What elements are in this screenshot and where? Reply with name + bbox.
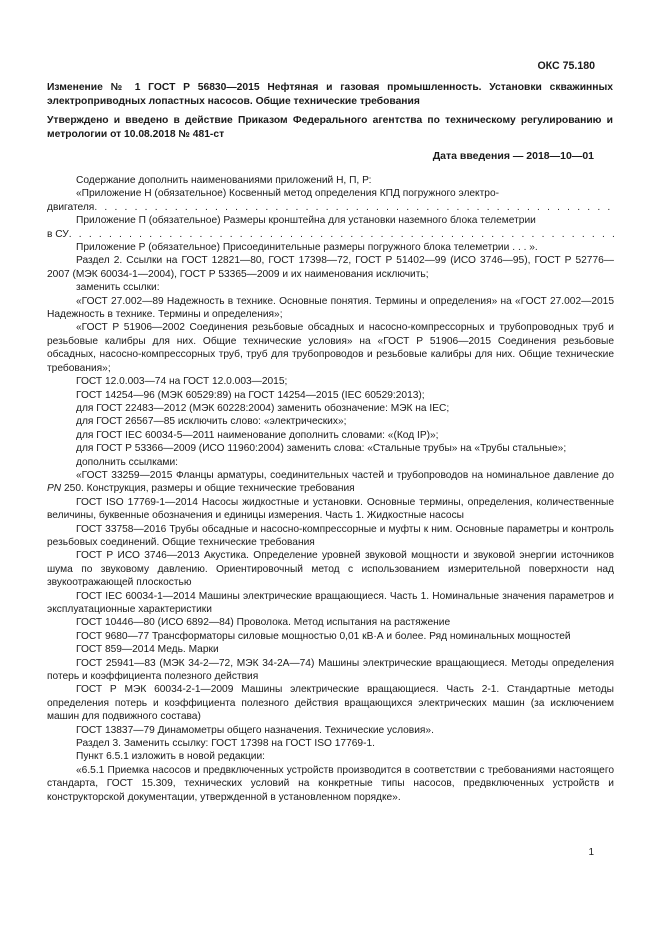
toc-entry-text: Приложение Р (обязательное) Присоединительные размеры погружного блока телеметрии [76,242,510,254]
paragraph: ГОСТ IEC 60034-1—2014 Машины электрические вращающиеся. Часть 1. Номинальные значения параметров и эксплуатационные характеристики [47,590,614,615]
effective-date: Дата введения — 2018—10—01 [432,150,594,162]
paragraph: Содержание дополнить наименованиями приложений Н, П, Р: [76,175,372,186]
paragraph: Пункт 6.5.1 изложить в новой редакции: [76,751,266,763]
paragraph: дополнить ссылками: [76,456,178,468]
paragraph: Раздел 3. Заменить ссылку: ГОСТ 17398 на ГОСТ ISO 17769-1. [76,738,375,750]
paragraph: Приложение П (обязательное) Размеры кронштейна для установки наземного блока телеметрии [76,215,536,227]
toc-leader-dots [94,201,614,214]
text-run: 250. Конструкция, размеры и общие технические требования [61,483,355,495]
paragraph: заменить ссылки: [76,282,160,294]
paragraph [47,469,614,496]
paragraph: «Приложение Н (обязательное) Косвенный метод определения КПД погружного электро- [76,188,500,200]
paragraph: ГОСТ 25941—83 (МЭК 34-2—72, МЭК 34-2А—74) Машины электрические вращающиеся. Методы определения потерь и коэффициента полезного действия [47,657,614,683]
paragraph: для ГОСТ 22483—2012 (МЭК 60228:2004) заменить обозначение: МЭК на IEC; [76,402,450,414]
paragraph: Раздел 2. Ссылки на ГОСТ 12821—80, ГОСТ 17398—72, ГОСТ Р 51402—99 (ИСО 3746—95), ГОСТ Р 52776—2007 (МЭК 60034-1—2004), ГОСТ Р 53365—2009 и их наименования исключить; [47,255,614,280]
toc-leader-dots [69,228,614,241]
page-number: 1 [588,847,594,858]
document-body [47,174,614,804]
paragraph: ГОСТ 14254—96 (МЭК 60529:89) на ГОСТ 14254—2015 (IEC 60529:2013); [76,389,425,401]
pn-symbol: PN [47,483,62,495]
toc-entry [47,241,614,254]
paragraph: для ГОСТ Р 53366—2009 (ИСО 11960:2004) заменить слова: «Стальные трубы» на «Трубы стальные»; [76,443,567,455]
toc-entry-text: в СУ [47,228,69,240]
paragraph: «ГОСТ Р 51906—2002 Соединения резьбовые обсадных и насосно-компрессорных и трубопроводных труб и резьбовые калибры для них. Общие технические условия» на «ГОСТ Р 51906—2015 Соединения резьбовые обсадных, насосно-компрессорных труб, труб для трубопроводов и резьбовые калибры для них. Общие технические требования»; [47,322,614,374]
approval-statement: Утверждено и введено в действие Приказом Федерального агентства по техническому регулированию и метрологии от 10.08.2018 № 481-ст [47,115,613,140]
paragraph: «ГОСТ 27.002—89 Надежность в технике. Основные понятия. Термины и определения» на «ГОСТ 27.002—2015 Надежность в технике. Термины и определения»; [47,295,614,321]
paragraph: для ГОСТ 26567—85 исключить слово: «электрических»; [76,416,347,428]
toc-entry-text: двигателя [47,201,95,213]
paragraph: ГОСТ 859—2014 Медь. Марки [76,644,219,656]
paragraph: ГОСТ Р МЭК 60034-2-1—2009 Машины электрические вращающиеся. Часть 2-1. Стандартные методы определения потерь и коэффициента полезного действия вращающихся электрических машин (за исключением машин для подвижного состава) [47,684,614,723]
paragraph: ГОСТ 12.0.003—74 на ГОСТ 12.0.003—2015; [76,376,288,388]
paragraph: ГОСТ 13837—79 Динамометры общего назначения. Технические условия». [76,724,434,736]
oks-code: ОКС 75.180 [537,60,595,72]
paragraph: ГОСТ 10446—80 (ИСО 6892—84) Проволока. Метод испытания на растяжение [76,617,451,629]
toc-entry-end: . . . ». [512,242,538,254]
paragraph: ГОСТ 9680—77 Трансформаторы силовые мощностью 0,01 кВ·А и более. Ряд номинальных мощностей [76,630,571,642]
paragraph: «6.5.1 Приемка насосов и предвключенных устройств производится в соответствии с требованиями настоящего стандарта, ГОСТ 15.309, технических условий на конкретные типы насосов, предвключенных устройств и конструкторской документации, утвержденной в установленном порядке». [47,764,614,803]
paragraph: ГОСТ ISO 17769-1—2014 Насосы жидкостные и установки. Основные термины, определения, количественные величины, буквенные обозначения и единицы измерения. Часть 1. Жидкостные насосы [47,496,614,522]
paragraph: ГОСТ 33758—2016 Трубы обсадные и насосно-компрессорные и муфты к ним. Основные параметры и контроль резьбовых соединений. Общие технические требования [47,523,614,548]
toc-entry [47,228,614,241]
paragraph: для ГОСТ IEC 60034-5—2011 наименование дополнить словами: «(Код IP)»; [76,429,439,441]
paragraph: ГОСТ Р ИСО 3746—2013 Акустика. Определение уровней звуковой мощности и звуковой энергии источников шума по звуковому давлению. Ориентировочный метод с использованием измерительной поверхности над звукоотражающей плоскостью [47,550,614,589]
text-run: «ГОСТ 33259—2015 Фланцы арматуры, соединительных частей и трубопроводов на номинальное давление до [76,469,614,481]
amendment-title: Изменение № 1 ГОСТ Р 56830—2015 Нефтяная и газовая промышленность. Установки скважинных электроприводных лопастных насосов. Общие технические требования [47,82,613,107]
toc-entry [47,201,614,214]
